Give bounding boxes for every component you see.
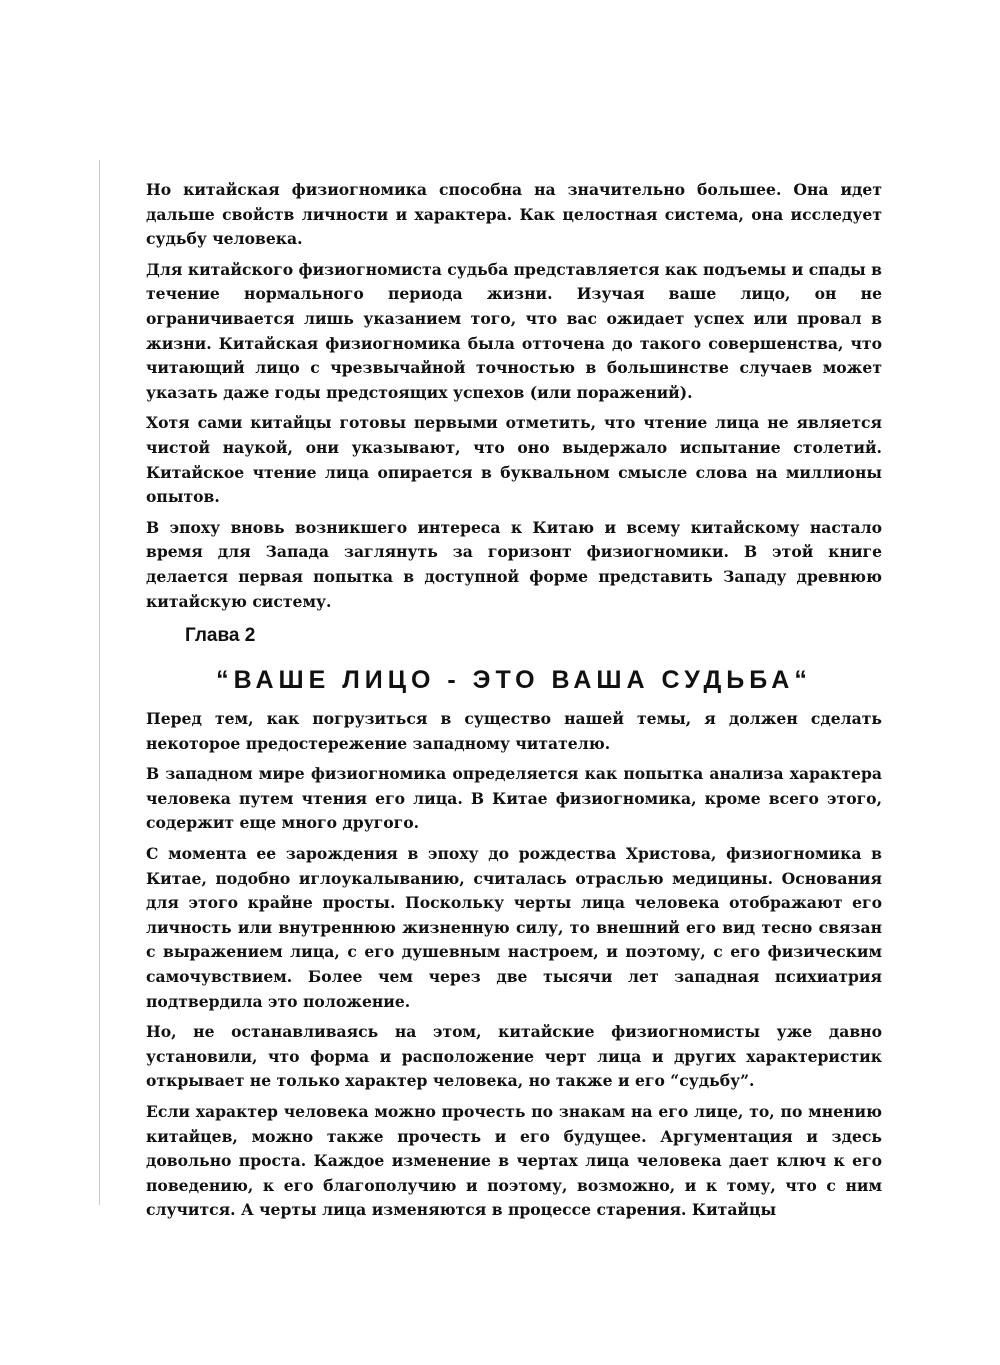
paragraph: Хотя сами китайцы готовы первыми отметить, что чтение лица не является чистой наукой, они указывают, что оно выдержало испытание столетий. Китайское чтение лица опирается в буквальном смысле слова на миллионы опытов. bbox=[146, 413, 882, 507]
chapter-label: Глава 2 bbox=[185, 625, 256, 646]
paragraph: В эпоху вновь возникшего интереса к Китаю и всему китайскому настало время для Запада заглянуть за горизонт физиогномики. В этой книге делается первая попытка в доступной форме представить Западу древнюю китайскую систему. bbox=[146, 517, 882, 611]
page-margin-line bbox=[99, 160, 100, 1205]
paragraph: Но, не останавливаясь на этом, китайские физиогномисты уже давно установили, что форма и расположение черт лица и других характеристик открывает не только характер человека, но также и его “судьбу”. bbox=[146, 1022, 882, 1091]
intro-text-block bbox=[146, 178, 882, 614]
paragraph: Для китайского физиогномиста судьба представляется как подъемы и спады в течение нормального периода жизни. Изучая ваше лицо, он не ограничивается лишь указанием того, что вас ожидает успех или провал в жизни. Китайская физиогномика была отточена до такого совершенства, что читающий лицо с чрезвычайной точностью в большинстве случаев может указать даже годы предстоящих успехов (или поражений). bbox=[146, 259, 882, 402]
paragraph: В западном мире физиогномика определяется как попытка анализа характера человека путем чтения его лица. В Китае физиогномика, кроме всего этого, содержит еще много другого. bbox=[146, 764, 882, 833]
chapter-text-block bbox=[146, 707, 882, 1223]
paragraph: Перед тем, как погрузиться в существо нашей темы, я должен сделать некоторое предостережение западному читателю. bbox=[146, 709, 882, 753]
paragraph: Если характер человека можно прочесть по знакам на его лице, то, по мнению китайцев, можно также прочесть и его будущее. Аргументация и здесь довольно проста. Каждое изменение в чертах лица человека дает ключ к его поведению, к его благополучию и поэтому, возможно, и к тому, что с ним случится. А черты лица изменяются в процессе старения. Китайцы bbox=[146, 1101, 882, 1220]
chapter-title: “ВАШЕ ЛИЦО - ЭТО ВАША СУДЬБА“ bbox=[216, 666, 812, 694]
paragraph: Но китайская физиогномика способна на значительно большее. Она идет дальше свойств личности и характера. Как целостная система, она исследует судьбу человека. bbox=[146, 180, 882, 249]
paragraph: С момента ее зарождения в эпоху до рождества Христова, физиогномика в Китае, подобно иглоукалыванию, считалась отраслью медицины. Основания для этого крайне просты. Поскольку черты лица человека отображают его личность или внутреннюю жизненную силу, то внешний его вид тесно связан с выражением лица, с его душевным настроем, и поэтому, с его физическим самочувствием. Более чем через две тысячи лет западная психиатрия подтвердила это положение. bbox=[146, 843, 882, 1011]
